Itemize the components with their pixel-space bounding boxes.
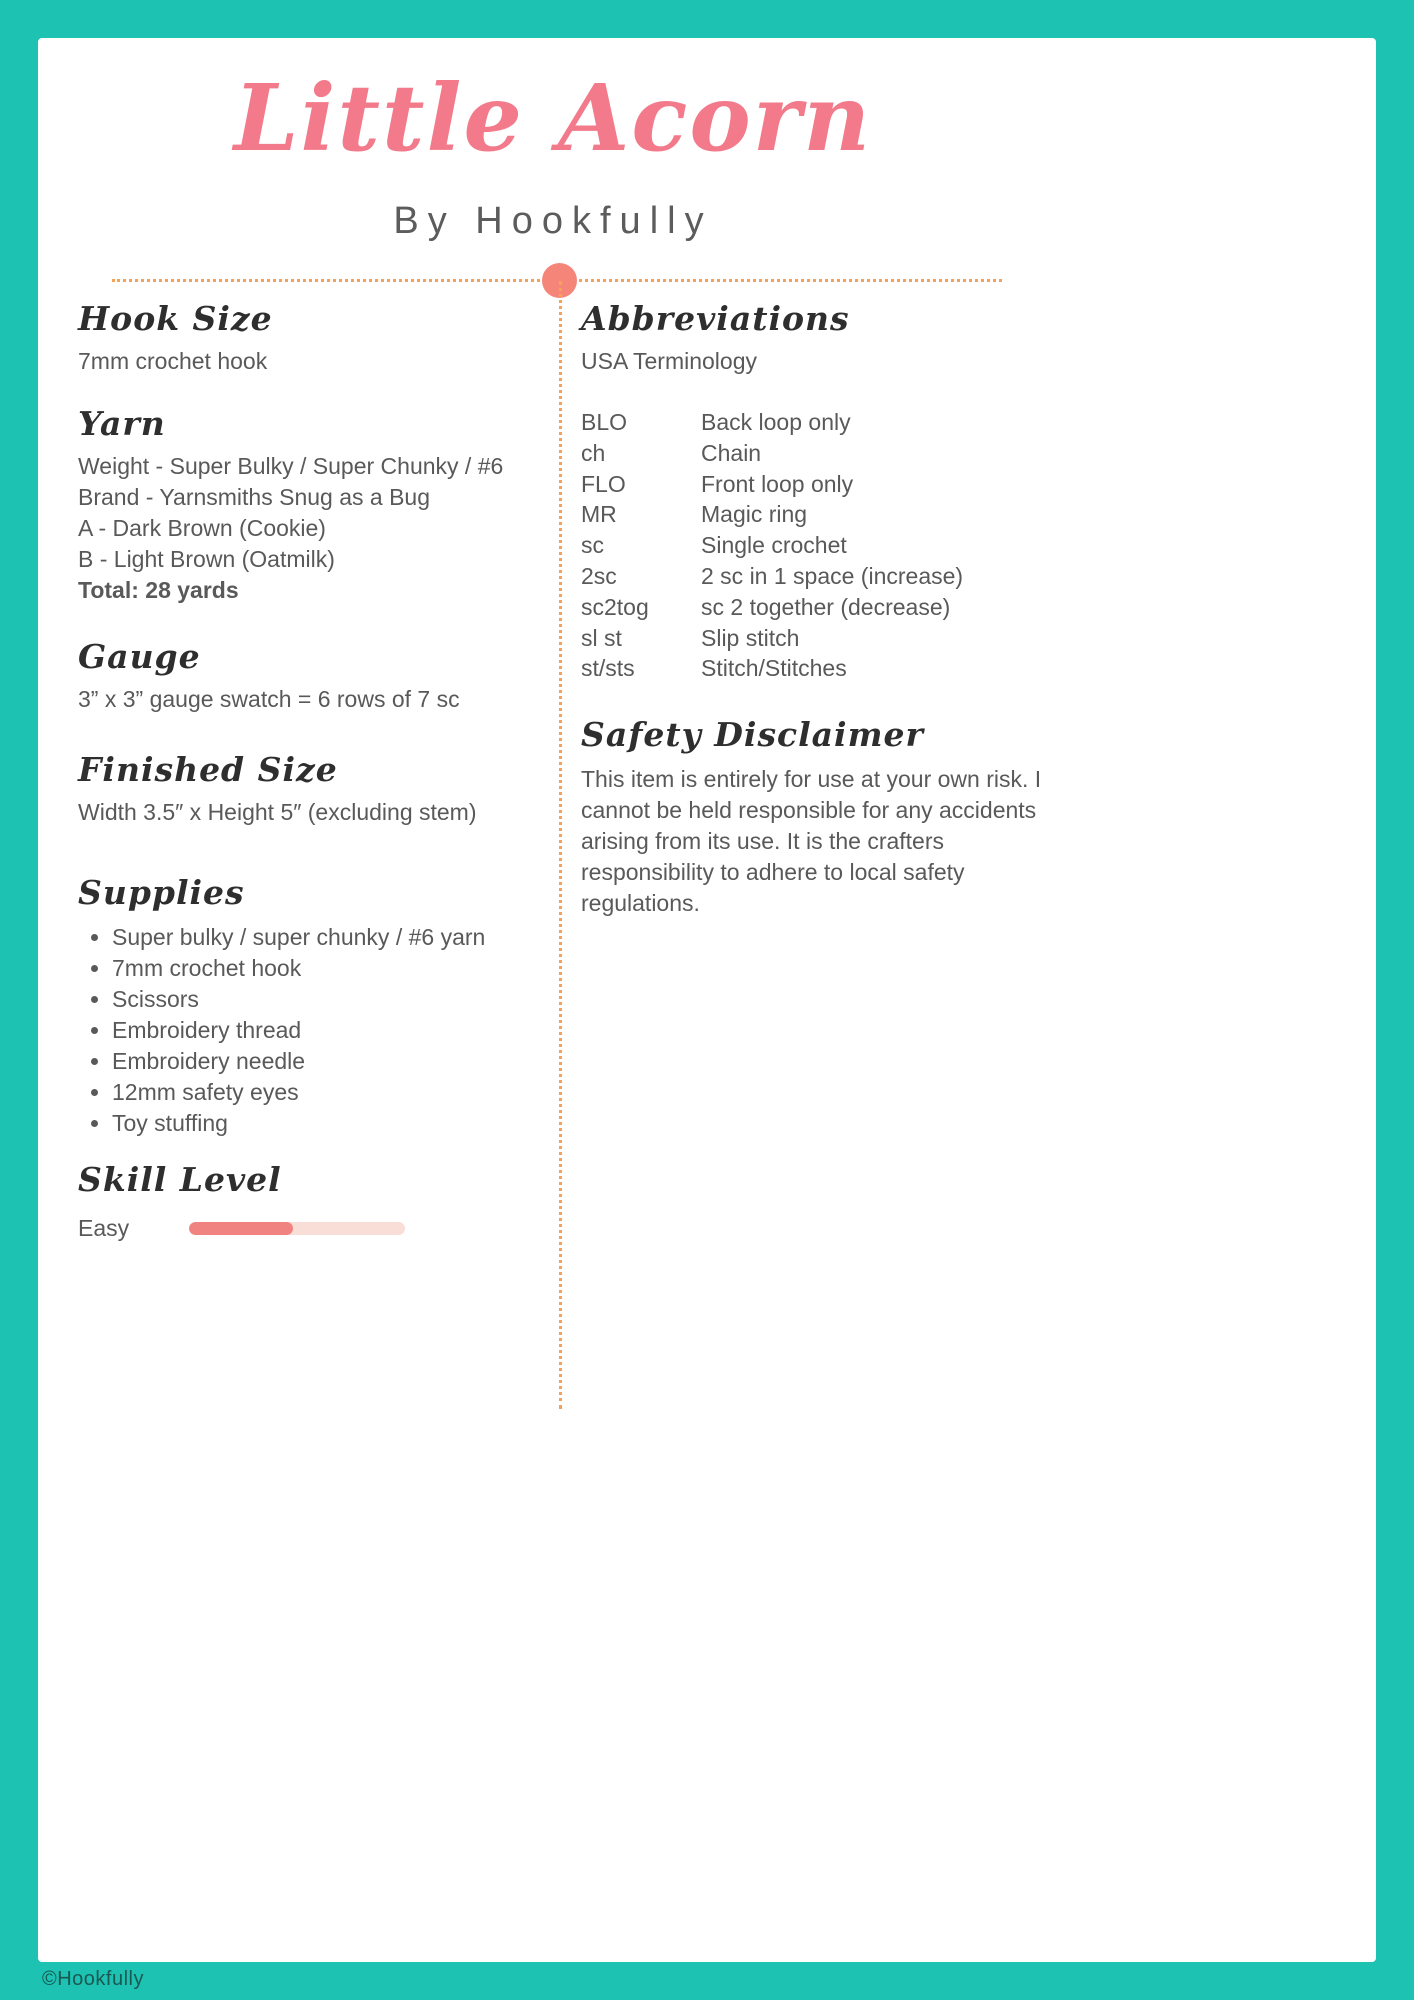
abbr-code: sc bbox=[581, 532, 604, 559]
skill-level-heading: Skill Level bbox=[78, 1160, 282, 1199]
abbr-meaning: Front loop only bbox=[701, 470, 854, 497]
abbr-meaning: Back loop only bbox=[701, 409, 851, 435]
skill-level-label: Easy bbox=[78, 1215, 130, 1241]
list-item: • Super bulky / super chunky / #6 yarn bbox=[112, 922, 543, 953]
abbr-meaning: Single crochet bbox=[701, 532, 847, 559]
abbr-code: FLO bbox=[581, 470, 626, 497]
abbr-code: st/sts bbox=[581, 655, 635, 682]
finished-size-heading: Finished Size bbox=[78, 750, 338, 789]
yarn-weight-line: Weight - Super Bulky / Super Chunky / #6 bbox=[78, 453, 504, 479]
abbreviations-table bbox=[581, 407, 1091, 684]
supplies-heading: Supplies bbox=[78, 873, 245, 912]
list-item: • Embroidery thread bbox=[112, 1015, 543, 1046]
yarn-color-a-line: A - Dark Brown (Cookie) bbox=[78, 515, 326, 541]
abbr-meaning: Chain bbox=[701, 439, 762, 466]
supplies-list bbox=[112, 922, 543, 1139]
abbr-code: 2sc bbox=[581, 562, 617, 589]
abbr-meaning: Slip stitch bbox=[701, 624, 800, 651]
yarn-brand-line: Brand - Yarnsmiths Snug as a Bug bbox=[78, 484, 431, 510]
skill-level-bar bbox=[189, 1222, 405, 1235]
finished-size-text: Width 3.5″ x Height 5″ (excluding stem) bbox=[78, 799, 477, 825]
skill-level-bar-fill bbox=[189, 1222, 293, 1235]
abbr-code: MR bbox=[581, 501, 617, 528]
header bbox=[38, 58, 1068, 243]
abbr-meaning: 2 sc in 1 space (increase) bbox=[701, 562, 964, 589]
gauge-text: 3” x 3” gauge swatch = 6 rows of 7 sc bbox=[78, 686, 460, 712]
abbr-meaning: Magic ring bbox=[701, 501, 808, 528]
abbr-code: sc2tog bbox=[581, 593, 649, 620]
right-column bbox=[581, 298, 1091, 919]
yarn-color-b-line: B - Light Brown (Oatmilk) bbox=[78, 546, 335, 572]
page-title: Little Acorn bbox=[233, 64, 873, 172]
vertical-dotted-divider bbox=[559, 281, 562, 1409]
safety-disclaimer-text: This item is entirely for use at your own risk. I cannot be held responsible for any accidents arising from its use. It is the crafters responsibility to adhere to local safety regulations. bbox=[581, 766, 1042, 917]
gauge-heading: Gauge bbox=[78, 637, 201, 676]
page-subtitle: By Hookfully bbox=[393, 200, 713, 242]
pattern-sheet bbox=[38, 38, 1376, 1962]
abbr-code: sl st bbox=[581, 624, 622, 651]
abbr-meaning: Stitch/Stitches bbox=[701, 655, 847, 682]
skill-level-row bbox=[78, 1213, 543, 1244]
yarn-total: Total: 28 yards bbox=[78, 577, 239, 603]
list-item: • 12mm safety eyes bbox=[112, 1077, 543, 1108]
safety-disclaimer-heading: Safety Disclaimer bbox=[581, 715, 924, 755]
list-item: • 7mm crochet hook bbox=[112, 953, 543, 984]
abbr-code: ch bbox=[581, 439, 606, 466]
abbreviations-heading: Abbreviations bbox=[581, 299, 850, 338]
hook-size-text: 7mm crochet hook bbox=[78, 348, 268, 374]
left-column bbox=[78, 298, 543, 1244]
abbr-meaning: sc 2 together (decrease) bbox=[701, 593, 951, 620]
copyright-footer: ©Hookfully bbox=[42, 1968, 144, 1990]
list-item: • Embroidery needle bbox=[112, 1046, 543, 1077]
list-item: • Toy stuffing bbox=[112, 1108, 543, 1139]
list-item: • Scissors bbox=[112, 984, 543, 1015]
abbreviations-subheading: USA Terminology bbox=[581, 348, 757, 374]
yarn-heading: Yarn bbox=[78, 404, 166, 443]
hook-size-heading: Hook Size bbox=[78, 299, 273, 338]
abbr-code: BLO bbox=[581, 409, 628, 435]
